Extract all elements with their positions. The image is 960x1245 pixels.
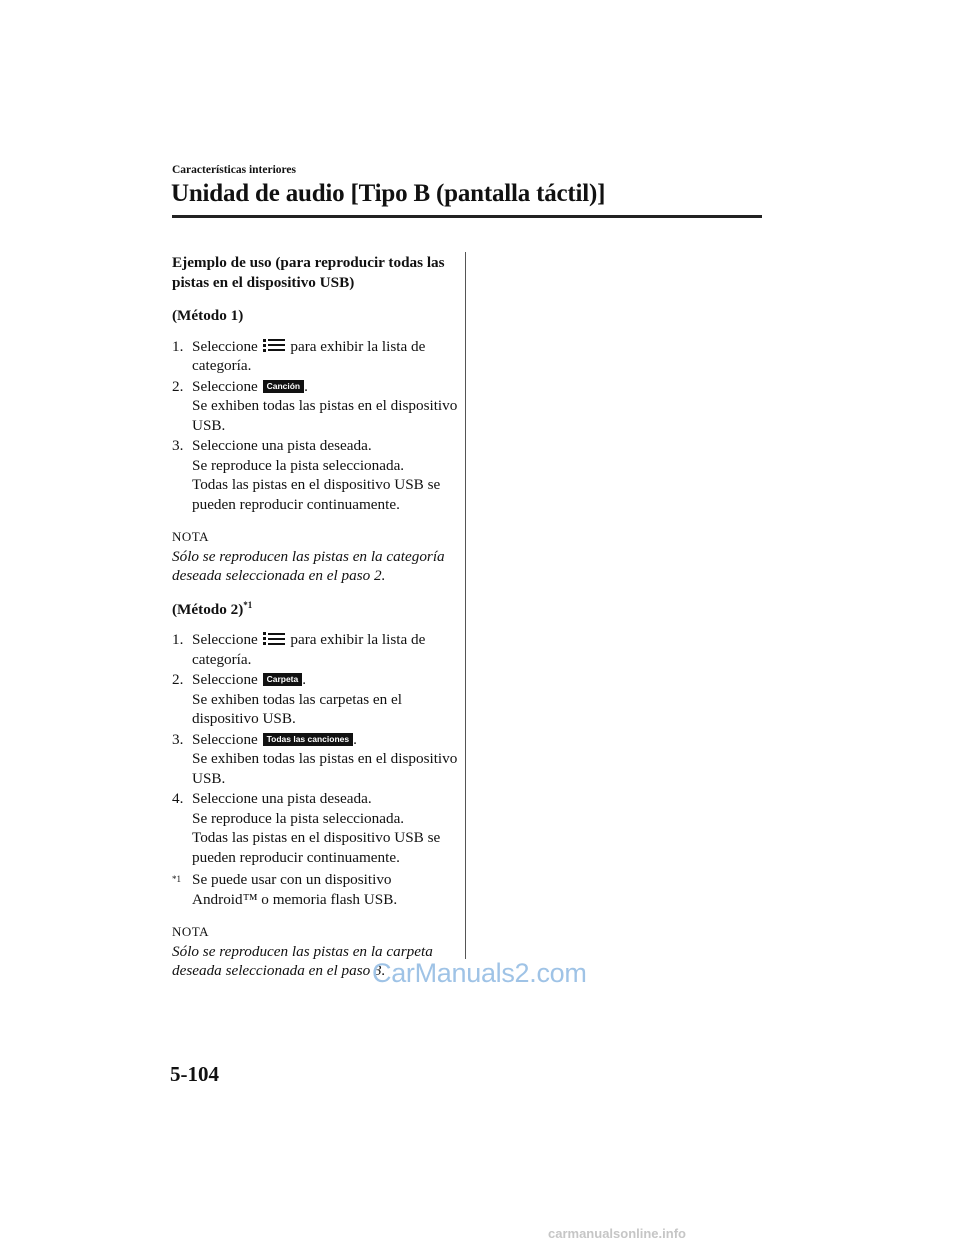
step-text: Seleccione una pista deseada. [192, 437, 372, 454]
step-detail: Se exhiben todas las pistas en el dispositivo USB. [192, 750, 458, 787]
footnote: *1 Se puede usar con un dispositivo Android™ o memoria flash USB. [172, 871, 398, 908]
section-label: Características interiores [172, 164, 297, 176]
method1-step-3 [172, 436, 458, 514]
example-heading: Ejemplo de uso (para reproducir todas las pistas en el dispositivo USB) [172, 254, 445, 291]
watermark-logo: CarManuals2.com [372, 958, 587, 988]
method2-step-4 [172, 789, 458, 867]
step-text: para exhibir la lista de categoría. [192, 631, 426, 668]
carpeta-button[interactable]: Carpeta [263, 673, 303, 686]
cancion-button[interactable]: Canción [263, 380, 305, 393]
method1-step-2 [172, 377, 458, 436]
title-rule [172, 215, 762, 218]
step-detail: Todas las pistas en el dispositivo USB se pueden reproducir continuamente. [192, 829, 441, 866]
method2-step-3 [172, 730, 458, 789]
footnote-text: Se puede usar con un dispositivo Android™ o memoria flash USB. [192, 871, 398, 908]
step-number: 2. [172, 377, 184, 395]
step-detail: Se reproduce la pista seleccionada. [192, 456, 405, 474]
note-text: Sólo se reproducen las pistas en la carpeta deseada seleccionada en el paso 3. [172, 942, 433, 979]
page-title: Unidad de audio [Tipo B (pantalla táctil)] [171, 180, 606, 207]
step-text: Seleccione [192, 730, 258, 748]
method1-heading: (Método 1) [172, 307, 244, 324]
step-text: Seleccione [192, 337, 258, 355]
step-text: . [302, 671, 307, 688]
note-label: NOTA [172, 924, 210, 939]
step-text: para exhibir la lista de categoría. [192, 337, 426, 374]
step-text: Seleccione [192, 631, 258, 648]
main-column [172, 253, 458, 981]
step-text: . [353, 730, 357, 748]
step-text: Seleccione una pista deseada. [192, 790, 372, 807]
method2-heading: (Método 2)$^{*1}$ [172, 599, 253, 618]
step-number: 1. [172, 631, 184, 648]
todas-las-canciones-button[interactable]: Todas las canciones [263, 733, 354, 746]
step-detail: Se reproduce la pista seleccionada. [192, 809, 405, 827]
step-number: 3. [172, 730, 184, 748]
column-divider [465, 252, 466, 959]
footer-site-watermark: carmanualsonline.info [548, 1226, 686, 1241]
step-number: 1. [172, 337, 184, 355]
method2-step-2 [172, 670, 458, 729]
method2-step-1 [172, 630, 458, 669]
step-text: Seleccione [192, 671, 258, 688]
step-text: Seleccione [192, 377, 258, 395]
list-icon [263, 631, 285, 645]
step-detail: Se exhiben todas las carpetas en el dispositivo USB. [192, 690, 403, 727]
list-icon [263, 338, 285, 352]
method1-step-1 [172, 337, 458, 376]
footnote-ref: *1 [243, 599, 253, 610]
step-number: 4. [172, 790, 184, 807]
step-detail: Se exhiben todas las pistas en el dispositivo USB. [192, 397, 458, 434]
note-text: Sólo se reproducen las pistas en la categoría deseada seleccionada en el paso 2. [172, 547, 445, 584]
step-detail: Todas las pistas en el dispositivo USB se pueden reproducir continuamente. [192, 476, 441, 513]
note-label: NOTA [172, 529, 210, 544]
step-text: . [304, 377, 308, 395]
step-number: 2. [172, 671, 184, 688]
page-number: 5-104 [170, 1062, 219, 1086]
step-number: 3. [172, 437, 184, 454]
